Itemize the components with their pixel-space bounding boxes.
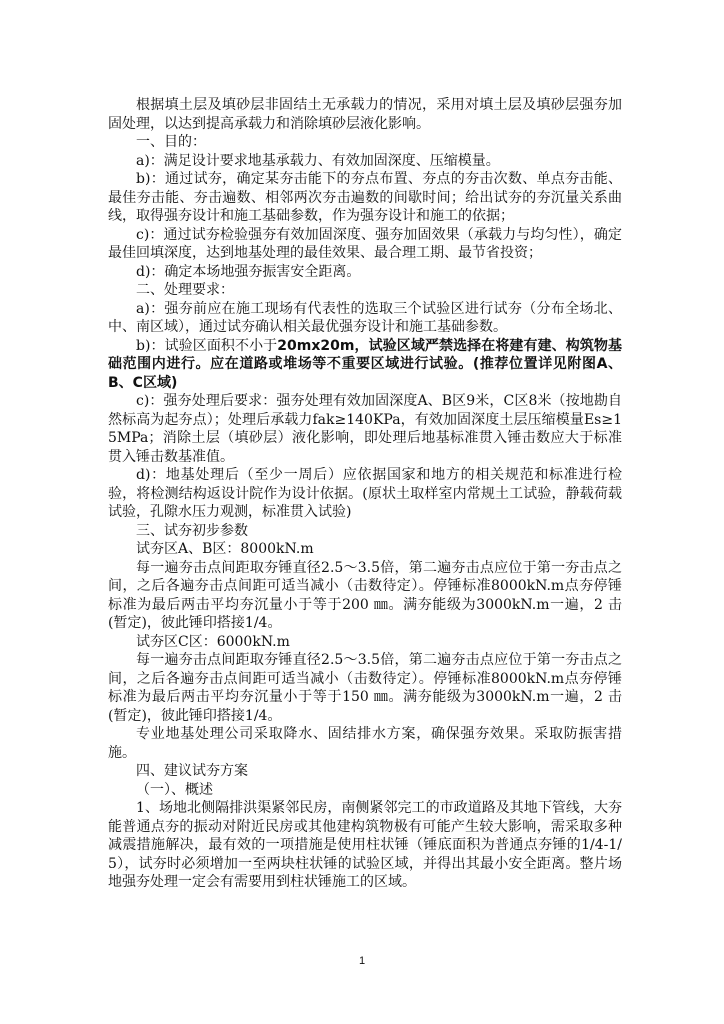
section-2-item-a: a)：强夯前应在施工现场有代表性的选取三个试验区进行试夯（分布全场北、中、南区域），通过试夯确认相关最优强夯设计和施工基础参数。 [108, 300, 622, 335]
zone-ab-title: 试夯区A、B区：8000kN.m [136, 541, 314, 557]
zone-c-paragraph: 每一遍夯击点间距取夯锤直径2.5～3.5倍，第二遍夯击点应位于第一夯击点之间，之后各遍夯击点间距可适当减小（击数待定）。停锤标准8000kN.m点夯停锤标准为最后两击平均夯沉量小于等于150 ㎜。满夯能级为3000kN.m一遍，2 击(暂定)，彼此锤印搭接1/4。 [108, 652, 622, 724]
section-1-item-d: d)：确定本场地强夯振害安全距离。 [136, 263, 361, 280]
section-3-note: 专业地基处理公司采取降水、固结排水方案，确保强夯效果。采取防振害措施。 [108, 726, 622, 761]
section-4-paragraph-1: 1、场地北侧隔排洪渠紧邻民房，南侧紧邻完工的市政道路及其地下管线，大夯能普通点夯的振动对附近民房或其他建构筑物极有可能产生较大影响，需采取多种减震措施解决，最有效的一项措施是使用柱状锤（锤底面积为普通点夯锤的1/4-1/5），试夯时必须增加一至两块柱状锤的试验区域，并得出其最小安全距离。整片场地强夯处理一定会有需要用到柱状锤施工的区域。 [108, 800, 622, 890]
section-2-item-b-emphasis: 20mx20m，试验区域严禁选择在将建有建、构筑物基础范围内进行。应在道路或堆场等不重要区域进行试验。(推荐位置详见附图A、B、C区域) [108, 337, 622, 391]
section-2-item-b [108, 337, 622, 393]
section-1-title: 一、目的： [136, 134, 206, 150]
zone-ab-paragraph: 每一遍夯击点间距取夯锤直径2.5～3.5倍，第二遍夯击点应位于第一夯击点之间，之后各遍夯击点间距可适当减小（击数待定）。停锤标准8000kN.m点夯停锤标准为最后两击平均夯沉量小于等于200 ㎜。满夯能级为3000kN.m一遍，2 击(暂定)，彼此锤印搭接1/4。 [108, 559, 622, 631]
section-3-title: 三、试夯初步参数 [136, 522, 248, 539]
section-2-title: 二、处理要求： [136, 282, 234, 298]
document-body [108, 96, 622, 892]
section-1-item-a: a)：满足设计要求地基承载力、有效加固深度、压缩模量。 [136, 152, 500, 169]
section-1-item-b: b)：通过试夯，确定某夯击能下的夯点布置、夯点的夯击次数、单点夯击能、最佳夯击能、夯击遍数、相邻两次夯击遍数的间歇时间；给出试夯的夯沉量关系曲线，取得强夯设计和施工基础参数，作为强夯设计和施工的依据； [108, 171, 622, 224]
page-number: 1 [358, 955, 366, 967]
intro-paragraph: 根据填土层及填砂层非固结土无承载力的情况，采用对填土层及填砂层强夯加固处理，以达到提高承载力和消除填砂层液化影响。 [108, 97, 622, 132]
section-2-item-d: d)：地基处理后（至少一周后）应依据国家和地方的相关规范和标准进行检验，将检测结构返设计院作为设计依据。(原状土取样室内常规土工试验，静载荷载试验，孔隙水压力观测，标准贯入试验) [108, 467, 622, 520]
section-4-title: 四、建议试夯方案 [136, 763, 248, 779]
section-2-item-b-text: b)：试验区面积不小于 [136, 337, 278, 354]
section-4-subtitle: （一）、概述 [136, 781, 213, 798]
section-2-item-c: c)：强夯处理后要求：强夯处理有效加固深度A、B区9米，C区8米（按地勘自然标高为起夯点）；处理后承载力fak≥140KPa，有效加固深度土层压缩模量Es≥15MPa；消除土层（填砂层）液化影响，即处理后地基标准贯入锤击数应大于标准贯入锤击数基准值。 [108, 393, 622, 465]
section-1-item-c: c)：通过试夯检验强夯有效加固深度、强夯加固效果（承载力与均匀性），确定最佳回填深度，达到地基处理的最佳效果、最合理工期、最节省投资； [108, 226, 622, 261]
zone-c-title: 试夯区C区：6000kN.m [136, 633, 290, 650]
